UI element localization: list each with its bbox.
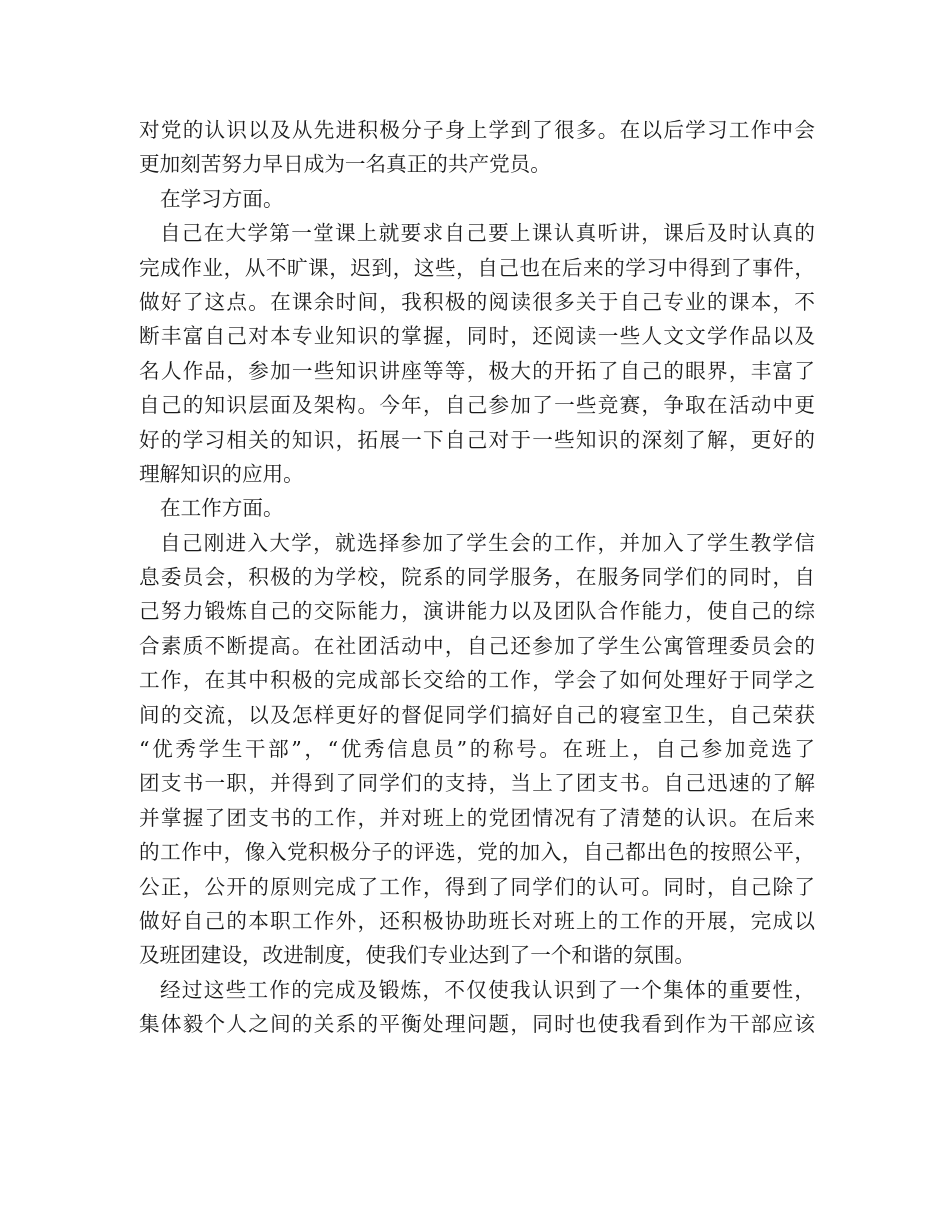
text-line: 公正，公开的原则完成了工作，得到了同学们的认可。同时，自己除了 [139, 874, 815, 899]
text-line: 理解知识的应用。 [139, 461, 304, 486]
text-line: 团支书一职，并得到了同学们的支持，当上了团支书。自己迅速的了解 [139, 771, 815, 796]
document-body [139, 113, 815, 1042]
text-line: 做好了这点。在课余时间，我积极的阅读很多关于自己专业的课本，不 [139, 289, 815, 314]
text-line: 自己刚进入大学，就选择参加了学生会的工作，并加入了学生教学信 [160, 530, 815, 555]
text-line: 集体毅个人之间的关系的平衡处理问题，同时也使我看到作为干部应该 [139, 1012, 815, 1037]
text-line: 做好自己的本职工作外，还积极协助班长对班上的工作的开展，完成以 [139, 908, 815, 933]
text-line: 自己在大学第一堂课上就要求自己要上课认真听讲，课后及时认真的 [160, 221, 815, 246]
text-line: 经过这些工作的完成及锻炼，不仅使我认识到了一个集体的重要性， [160, 977, 815, 1002]
text-line: 好的学习相关的知识，拓展一下自己对于一些知识的深刻了解，更好的 [139, 427, 815, 452]
text-line: 更加刻苦努力早日成为一名真正的共产党员。 [139, 152, 551, 177]
text-line: 己努力锻炼自己的交际能力，演讲能力以及团队合作能力，使自己的综 [139, 599, 815, 624]
text-line: 工作，在其中积极的完成部长交给的工作，学会了如何处理好于同学之 [139, 668, 815, 693]
text-line: 在学习方面。 [160, 186, 284, 211]
text-line: 的工作中，像入党积极分子的评选，党的加入，自己都出色的按照公平， [139, 840, 815, 865]
text-line: 及班团建设，改进制度，使我们专业达到了一个和谐的氛围。 [139, 943, 696, 968]
text-line: 自己的知识层面及架构。今年，自己参加了一些竞赛，争取在活动中更 [139, 393, 815, 418]
text-line: “优秀学生干部”，“优秀信息员”的称号。在班上，自己参加竞选了 [139, 737, 815, 762]
text-line: 息委员会，积极的为学校，院系的同学服务，在服务同学们的同时，自 [139, 565, 815, 590]
text-line: 完成作业，从不旷课，迟到，这些，自己也在后来的学习中得到了事件， [139, 255, 815, 280]
text-line: 名人作品，参加一些知识讲座等等，极大的开拓了自己的眼界，丰富了 [139, 358, 815, 383]
text-line: 并掌握了团支书的工作，并对班上的党团情况有了清楚的认识。在后来 [139, 805, 815, 830]
text-line: 对党的认识以及从先进积极分子身上学到了很多。在以后学习工作中会 [139, 118, 815, 142]
text-line: 合素质不断提高。在社团活动中，自己还参加了学生公寓管理委员会的 [139, 633, 815, 658]
text-line: 间的交流，以及怎样更好的督促同学们搞好自己的寝室卫生，自己荣获 [139, 702, 815, 727]
text-line: 在工作方面。 [160, 496, 284, 521]
text-line: 断丰富自己对本专业知识的掌握，同时，还阅读一些人文文学作品以及 [139, 324, 815, 349]
